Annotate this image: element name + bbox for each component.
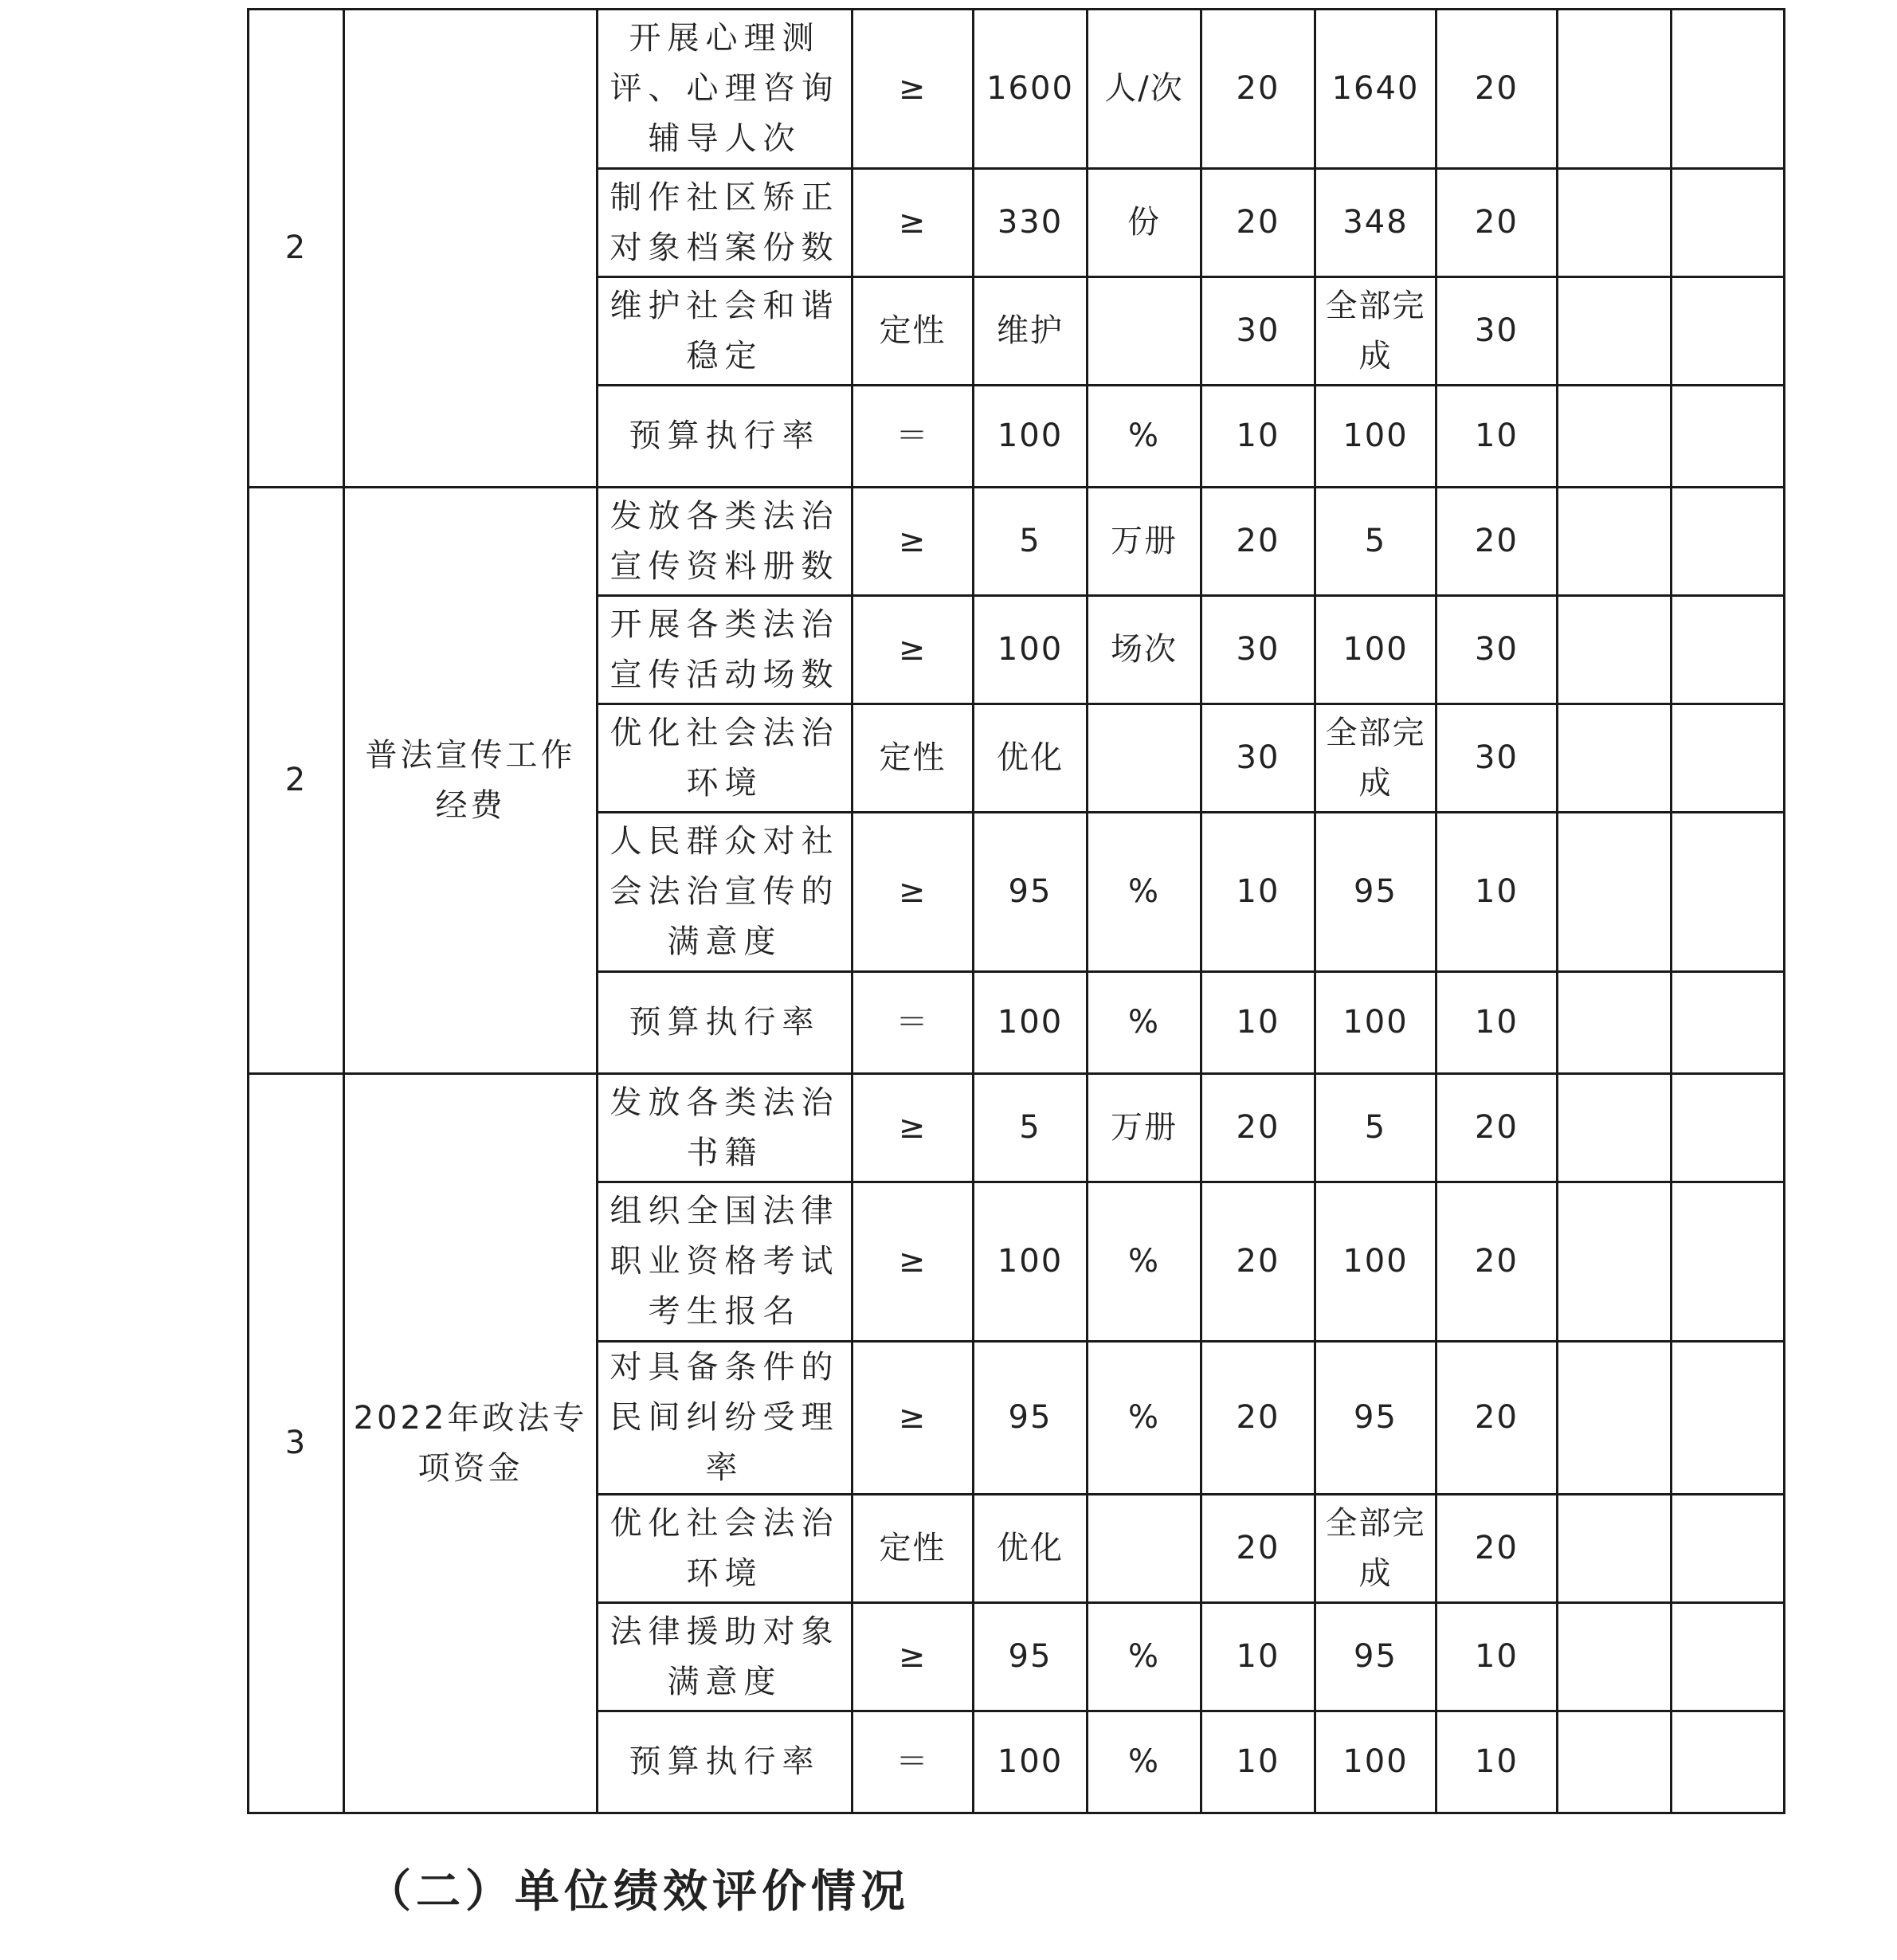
table-body: [249, 10, 1785, 1813]
weight-cell: 20: [1201, 1182, 1315, 1342]
operator-cell: ＝: [852, 972, 974, 1074]
actual-cell: 5: [1315, 488, 1436, 596]
actual-cell: 全部完成: [1315, 277, 1436, 386]
operator-cell: 定性: [852, 704, 974, 813]
weight-cell: 10: [1201, 813, 1315, 972]
table-row: [249, 1074, 1785, 1182]
unit-cell: 人/次: [1088, 10, 1201, 169]
remark-cell: [1558, 972, 1672, 1074]
weight-cell: 10: [1201, 1711, 1315, 1813]
extra-cell: [1672, 596, 1785, 704]
extra-cell: [1672, 488, 1785, 596]
unit-cell: [1088, 1495, 1201, 1603]
indicator-cell: 开展心理测评、心理咨询辅导人次: [598, 10, 852, 169]
score-cell: 10: [1436, 1711, 1558, 1813]
target-cell: 100: [974, 386, 1088, 488]
target-cell: 100: [974, 596, 1088, 704]
project-number-cell: 3: [249, 1074, 344, 1813]
operator-cell: ≥: [852, 488, 974, 596]
remark-cell: [1558, 1603, 1672, 1711]
extra-cell: [1672, 1603, 1785, 1711]
extra-cell: [1672, 704, 1785, 813]
weight-cell: 30: [1201, 277, 1315, 386]
indicator-cell: 开展各类法治宣传活动场数: [598, 596, 852, 704]
project-number-cell: 2: [249, 488, 344, 1074]
extra-cell: [1672, 972, 1785, 1074]
indicator-cell: 对具备条件的民间纠纷受理率: [598, 1342, 852, 1495]
score-cell: 20: [1436, 169, 1558, 277]
score-cell: 20: [1436, 1182, 1558, 1342]
weight-cell: 10: [1201, 1603, 1315, 1711]
remark-cell: [1558, 1342, 1672, 1495]
remark-cell: [1558, 596, 1672, 704]
actual-cell: 100: [1315, 596, 1436, 704]
extra-cell: [1672, 277, 1785, 386]
unit-cell: %: [1088, 972, 1201, 1074]
remark-cell: [1558, 704, 1672, 813]
actual-cell: 全部完成: [1315, 704, 1436, 813]
remark-cell: [1558, 10, 1672, 169]
actual-cell: 100: [1315, 386, 1436, 488]
score-cell: 20: [1436, 1495, 1558, 1603]
indicator-cell: 法律援助对象满意度: [598, 1603, 852, 1711]
operator-cell: ≥: [852, 1342, 974, 1495]
operator-cell: ≥: [852, 169, 974, 277]
operator-cell: 定性: [852, 277, 974, 386]
score-cell: 30: [1436, 277, 1558, 386]
score-cell: 20: [1436, 488, 1558, 596]
unit-cell: 万册: [1088, 1074, 1201, 1182]
remark-cell: [1558, 1711, 1672, 1813]
extra-cell: [1672, 1495, 1785, 1603]
operator-cell: ≥: [852, 1603, 974, 1711]
indicator-cell: 组织全国法律职业资格考试考生报名: [598, 1182, 852, 1342]
performance-table: [247, 8, 1785, 1814]
actual-cell: 348: [1315, 169, 1436, 277]
score-cell: 30: [1436, 704, 1558, 813]
actual-cell: 95: [1315, 1603, 1436, 1711]
target-cell: 优化: [974, 1495, 1088, 1603]
target-cell: 95: [974, 813, 1088, 972]
target-cell: 100: [974, 1182, 1088, 1342]
weight-cell: 20: [1201, 1342, 1315, 1495]
project-name-cell: [344, 10, 598, 488]
target-cell: 优化: [974, 704, 1088, 813]
unit-cell: %: [1088, 813, 1201, 972]
target-cell: 95: [974, 1342, 1088, 1495]
unit-cell: 万册: [1088, 488, 1201, 596]
indicator-cell: 维护社会和谐稳定: [598, 277, 852, 386]
score-cell: 20: [1436, 1074, 1558, 1182]
score-cell: 10: [1436, 972, 1558, 1074]
indicator-cell: 人民群众对社会法治宣传的满意度: [598, 813, 852, 972]
remark-cell: [1558, 1182, 1672, 1342]
extra-cell: [1672, 1182, 1785, 1342]
weight-cell: 30: [1201, 596, 1315, 704]
indicator-cell: 预算执行率: [598, 1711, 852, 1813]
unit-cell: %: [1088, 1711, 1201, 1813]
table-row: [249, 10, 1785, 169]
score-cell: 20: [1436, 1342, 1558, 1495]
extra-cell: [1672, 169, 1785, 277]
remark-cell: [1558, 386, 1672, 488]
actual-cell: 5: [1315, 1074, 1436, 1182]
target-cell: 100: [974, 1711, 1088, 1813]
remark-cell: [1558, 488, 1672, 596]
weight-cell: 20: [1201, 488, 1315, 596]
unit-cell: [1088, 704, 1201, 813]
operator-cell: ≥: [852, 1182, 974, 1342]
project-name-cell: 2022年政法专项资金: [344, 1074, 598, 1813]
unit-cell: %: [1088, 1342, 1201, 1495]
indicator-cell: 预算执行率: [598, 386, 852, 488]
extra-cell: [1672, 813, 1785, 972]
target-cell: 95: [974, 1603, 1088, 1711]
actual-cell: 全部完成: [1315, 1495, 1436, 1603]
remark-cell: [1558, 813, 1672, 972]
indicator-cell: 制作社区矫正对象档案份数: [598, 169, 852, 277]
operator-cell: ＝: [852, 386, 974, 488]
target-cell: 330: [974, 169, 1088, 277]
project-number-cell: 2: [249, 10, 344, 488]
actual-cell: 100: [1315, 1182, 1436, 1342]
actual-cell: 100: [1315, 1711, 1436, 1813]
weight-cell: 20: [1201, 169, 1315, 277]
target-cell: 5: [974, 488, 1088, 596]
weight-cell: 30: [1201, 704, 1315, 813]
operator-cell: 定性: [852, 1495, 974, 1603]
weight-cell: 10: [1201, 386, 1315, 488]
operator-cell: ＝: [852, 1711, 974, 1813]
score-cell: 10: [1436, 386, 1558, 488]
operator-cell: ≥: [852, 10, 974, 169]
unit-cell: %: [1088, 386, 1201, 488]
remark-cell: [1558, 1495, 1672, 1603]
extra-cell: [1672, 1342, 1785, 1495]
unit-cell: %: [1088, 1603, 1201, 1711]
operator-cell: ≥: [852, 596, 974, 704]
table-row: [249, 488, 1785, 596]
indicator-cell: 优化社会法治环境: [598, 704, 852, 813]
operator-cell: ≥: [852, 1074, 974, 1182]
unit-cell: 份: [1088, 169, 1201, 277]
score-cell: 10: [1436, 813, 1558, 972]
weight-cell: 20: [1201, 10, 1315, 169]
actual-cell: 100: [1315, 972, 1436, 1074]
score-cell: 10: [1436, 1603, 1558, 1711]
extra-cell: [1672, 10, 1785, 169]
unit-cell: 场次: [1088, 596, 1201, 704]
target-cell: 维护: [974, 277, 1088, 386]
weight-cell: 20: [1201, 1074, 1315, 1182]
operator-cell: ≥: [852, 813, 974, 972]
indicator-cell: 发放各类法治书籍: [598, 1074, 852, 1182]
target-cell: 1600: [974, 10, 1088, 169]
section-heading: （二）单位绩效评价情况: [366, 1866, 910, 1918]
weight-cell: 20: [1201, 1495, 1315, 1603]
actual-cell: 95: [1315, 813, 1436, 972]
indicator-cell: 发放各类法治宣传资料册数: [598, 488, 852, 596]
extra-cell: [1672, 1711, 1785, 1813]
project-name-cell: 普法宣传工作经费: [344, 488, 598, 1074]
extra-cell: [1672, 386, 1785, 488]
indicator-cell: 预算执行率: [598, 972, 852, 1074]
score-cell: 30: [1436, 596, 1558, 704]
actual-cell: 1640: [1315, 10, 1436, 169]
target-cell: 5: [974, 1074, 1088, 1182]
remark-cell: [1558, 1074, 1672, 1182]
extra-cell: [1672, 1074, 1785, 1182]
actual-cell: 95: [1315, 1342, 1436, 1495]
unit-cell: [1088, 277, 1201, 386]
unit-cell: %: [1088, 1182, 1201, 1342]
score-cell: 20: [1436, 10, 1558, 169]
remark-cell: [1558, 277, 1672, 386]
target-cell: 100: [974, 972, 1088, 1074]
remark-cell: [1558, 169, 1672, 277]
indicator-cell: 优化社会法治环境: [598, 1495, 852, 1603]
weight-cell: 10: [1201, 972, 1315, 1074]
